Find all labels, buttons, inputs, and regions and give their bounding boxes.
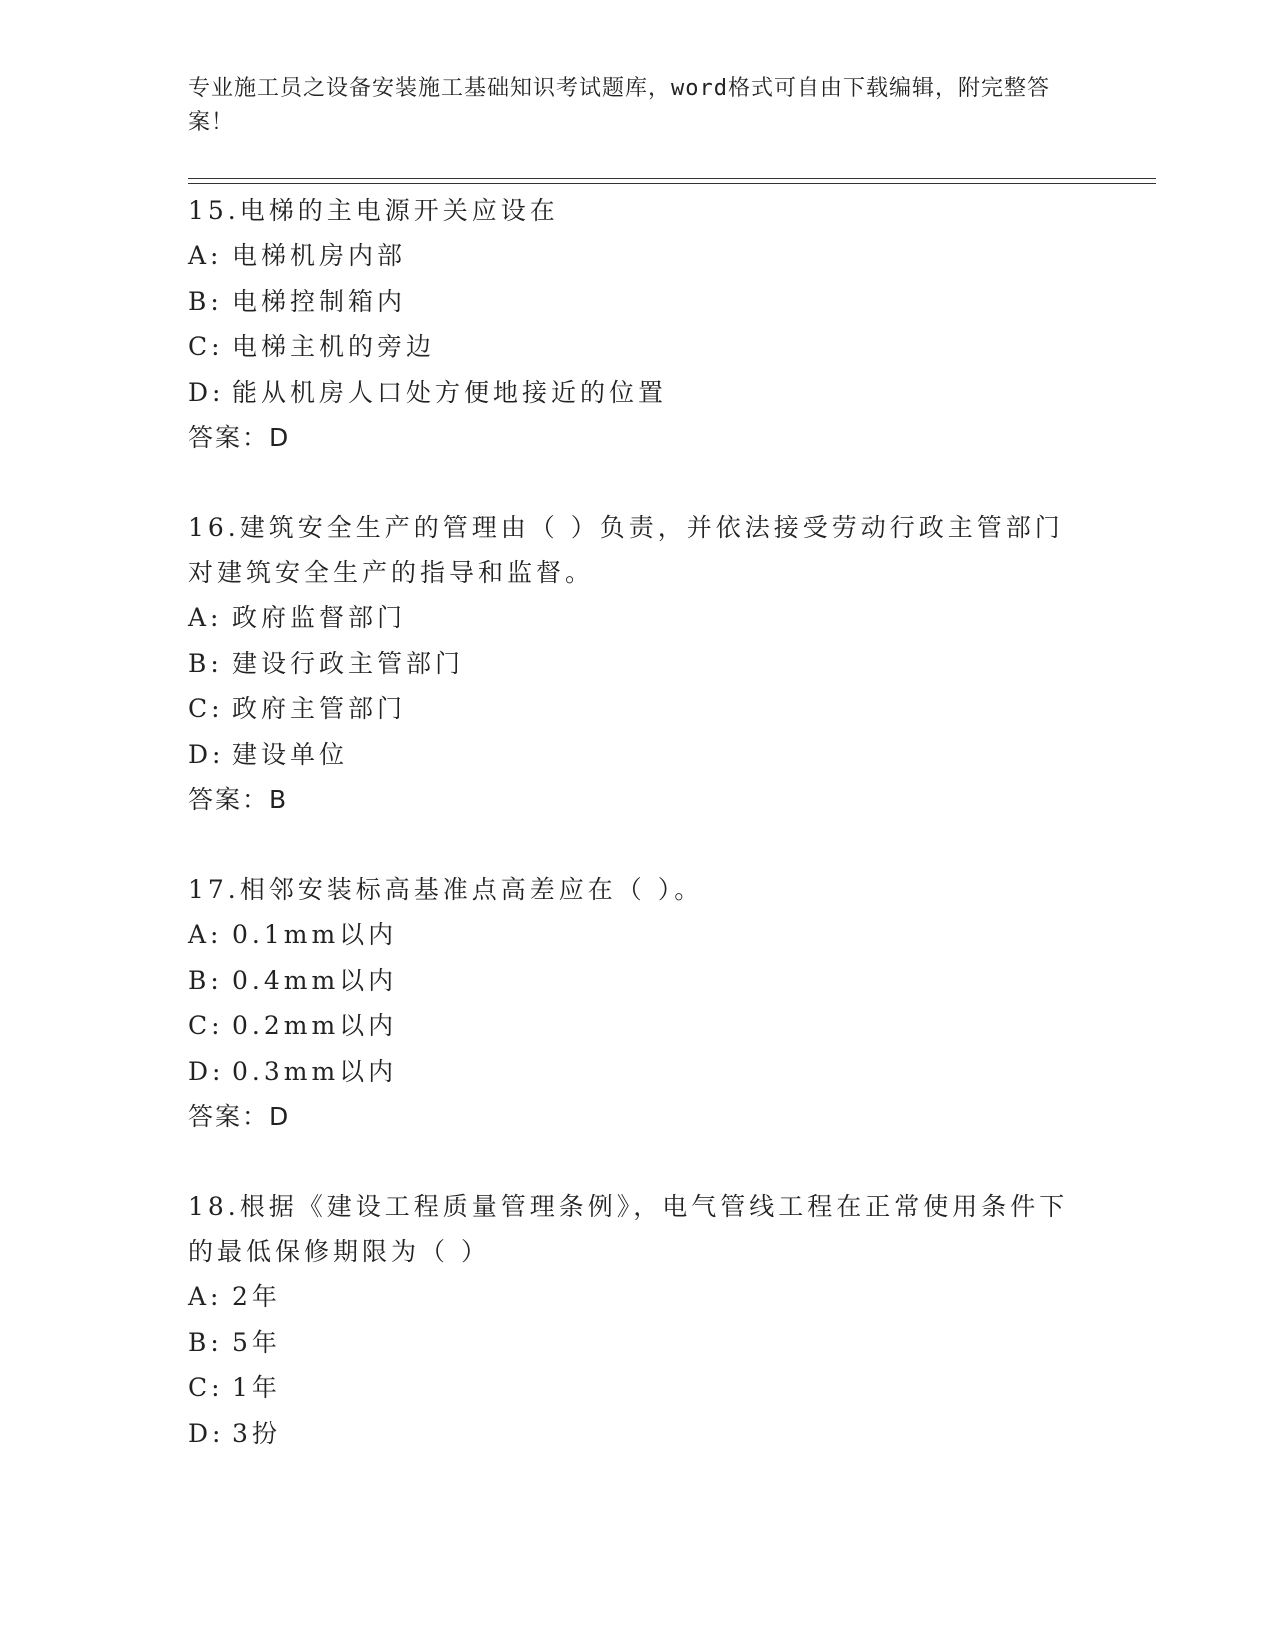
option-b xyxy=(188,641,1088,687)
option-text: 政府监督部门 xyxy=(232,603,407,632)
answer-line: 答案：D xyxy=(188,1102,291,1131)
option-text: 3扮 xyxy=(232,1418,281,1448)
option-letter: C: xyxy=(188,694,224,723)
option-text: 0.4mm以内 xyxy=(232,965,398,995)
page-header xyxy=(188,72,1078,140)
option-letter: D: xyxy=(188,1056,225,1086)
option-letter: B: xyxy=(188,1327,223,1357)
option-c xyxy=(188,324,1088,370)
option-a xyxy=(188,912,1088,958)
option-d xyxy=(188,1049,1088,1095)
question-stem: 16.建筑安全生产的管理由（ ）负责，并依法接受劳动行政主管部门对建筑安全生产的指导和监督。 xyxy=(188,513,1064,587)
option-d xyxy=(188,732,1088,778)
option-letter: D: xyxy=(188,739,225,769)
option-text: 2年 xyxy=(232,1282,281,1311)
option-text: 电梯控制箱内 xyxy=(232,286,407,316)
option-letter: C: xyxy=(188,1373,224,1402)
option-letter: A: xyxy=(188,603,223,632)
option-text: 能从机房人口处方便地接近的位置 xyxy=(232,377,668,407)
option-text: 电梯主机的旁边 xyxy=(232,332,436,361)
option-b xyxy=(188,958,1088,1004)
option-c xyxy=(188,1003,1088,1049)
option-text: 建设行政主管部门 xyxy=(232,648,465,678)
header-divider-bottom xyxy=(188,183,1156,184)
option-b xyxy=(188,1320,1088,1366)
option-letter: A: xyxy=(188,241,223,270)
option-letter: B: xyxy=(188,648,223,678)
option-a xyxy=(188,1274,1088,1320)
answer-line: 答案：B xyxy=(188,785,289,814)
option-text: 5年 xyxy=(232,1327,281,1357)
question-list xyxy=(188,188,1088,1500)
header-divider-top xyxy=(188,178,1156,179)
option-letter: B: xyxy=(188,286,223,316)
question-15 xyxy=(188,188,1088,461)
option-text: 1年 xyxy=(232,1373,281,1402)
question-stem: 18.根据《建设工程质量管理条例》，电气管线工程在正常使用条件下的最低保修期限为（ ） xyxy=(188,1192,1069,1266)
option-d xyxy=(188,370,1088,416)
option-letter: A: xyxy=(188,920,223,949)
option-text: 0.3mm以内 xyxy=(232,1056,398,1086)
question-18 xyxy=(188,1184,1088,1456)
answer-line: 答案：D xyxy=(188,423,291,452)
question-stem: 17.相邻安装标高基准点高差应在（ ）。 xyxy=(188,875,704,904)
option-a xyxy=(188,595,1088,641)
question-stem: 15.电梯的主电源开关应设在 xyxy=(188,196,559,225)
question-17 xyxy=(188,867,1088,1140)
option-a xyxy=(188,233,1088,279)
option-b xyxy=(188,279,1088,325)
option-c xyxy=(188,686,1088,732)
option-letter: D: xyxy=(188,1418,225,1448)
header-text: 专业施工员之设备安装施工基础知识考试题库，word格式可自由下载编辑，附完整答案！ xyxy=(188,76,1050,135)
option-letter: C: xyxy=(188,332,224,361)
option-text: 政府主管部门 xyxy=(232,694,407,723)
option-c xyxy=(188,1365,1088,1411)
option-letter: A: xyxy=(188,1282,223,1311)
question-16 xyxy=(188,505,1088,823)
option-letter: B: xyxy=(188,965,223,995)
option-text: 电梯机房内部 xyxy=(232,241,407,270)
option-text: 0.2mm以内 xyxy=(232,1011,398,1040)
option-letter: C: xyxy=(188,1011,224,1040)
option-d xyxy=(188,1411,1088,1457)
option-text: 建设单位 xyxy=(232,739,349,769)
option-text: 0.1mm以内 xyxy=(232,920,398,949)
option-letter: D: xyxy=(188,377,225,407)
